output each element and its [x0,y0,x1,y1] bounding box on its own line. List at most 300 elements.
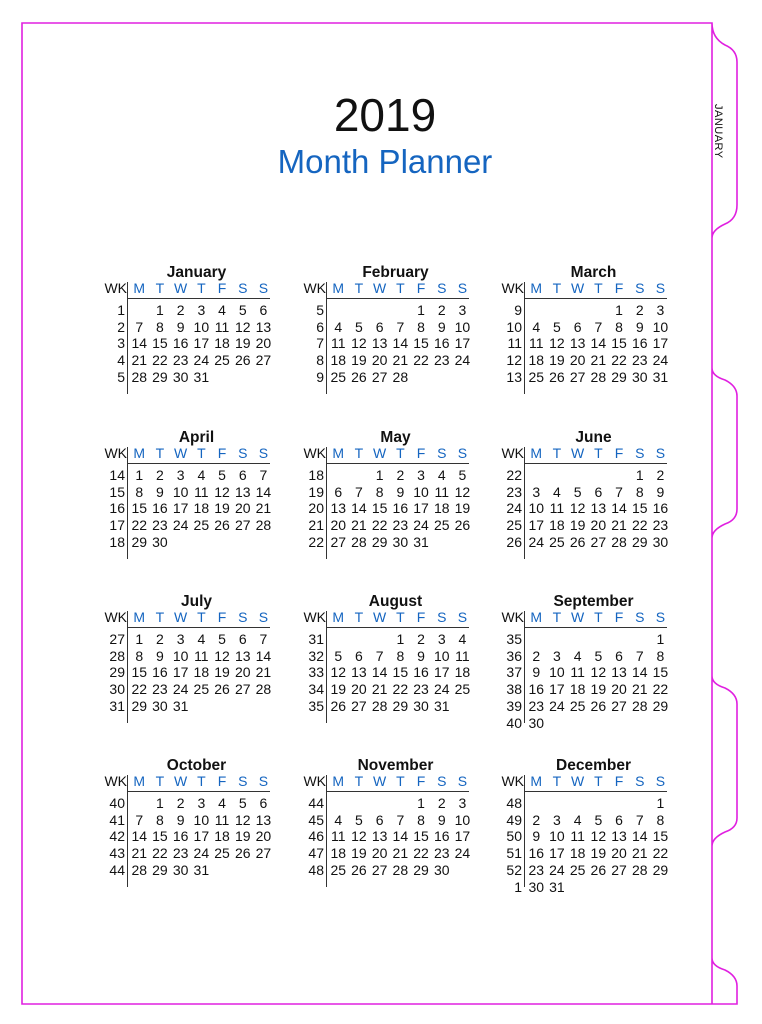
day-cell: 10 [413,483,429,500]
day-cell: 23 [413,681,429,698]
week-column-rule [524,282,525,394]
week-number: 1 [514,878,522,895]
day-cell: 2 [532,811,541,828]
day-cell: 20 [371,845,388,862]
day-cell: 7 [594,318,603,335]
day-cell: 4 [573,647,582,664]
week-number: 16 [109,500,125,517]
weekday-header: W [571,773,585,789]
week-number: 40 [506,714,522,731]
day-cell: 27 [234,517,251,534]
week-number: 28 [109,647,125,664]
day-cell: 30 [528,714,545,731]
weekday-header: F [416,609,426,625]
day-cell: 17 [193,335,210,352]
day-cell: 29 [131,533,148,550]
week-number: 8 [316,352,324,369]
week-header: WK [501,445,524,461]
weekday-header: T [396,445,405,461]
week-number: 47 [308,845,324,862]
day-cell: 19 [234,828,251,845]
day-cell: 13 [590,500,607,517]
day-cell: 21 [255,664,272,681]
day-cell: 14 [255,483,272,500]
day-cell: 21 [611,517,627,534]
day-cell: 22 [131,517,148,534]
day-cell: 23 [433,845,450,862]
day-cell: 6 [615,647,623,664]
day-cell: 25 [330,368,347,385]
weekday-header: S [258,609,269,625]
week-number: 29 [109,664,125,681]
day-cell: 29 [152,861,168,878]
day-cell: 7 [396,318,405,335]
day-cell: 8 [615,318,623,335]
day-cell: 3 [553,811,561,828]
day-cell: 10 [433,647,450,664]
weekday-header: W [571,445,585,461]
day-cell: 26 [214,681,230,698]
day-cell: 29 [652,697,669,714]
day-cell: 3 [458,302,467,318]
weekday-header: T [197,609,206,625]
month-8 [497,593,675,743]
day-cell: 20 [590,517,607,534]
day-cell: 4 [197,467,206,483]
day-cell: 13 [330,500,347,517]
day-cell: 5 [238,302,247,318]
day-cell: 25 [214,845,230,862]
weekday-header: T [594,609,603,625]
weekday-header: F [614,445,624,461]
day-cell: 29 [152,368,168,385]
day-cell: 8 [417,318,425,335]
day-cell: 25 [193,681,210,698]
day-cell: 22 [392,681,409,698]
day-cell: 16 [631,335,648,352]
day-cell: 27 [371,368,388,385]
day-cell: 28 [351,533,367,550]
week-number: 48 [506,795,522,811]
day-cell: 1 [396,631,405,647]
weekday-header: S [258,445,269,461]
week-header: WK [104,609,127,625]
day-cell: 26 [351,861,367,878]
day-cell: 16 [152,664,168,681]
day-cell: 15 [131,500,148,517]
day-cell: 9 [417,647,425,664]
day-cell: 16 [413,664,429,681]
header-rule [524,627,667,628]
day-cell: 3 [176,467,185,483]
day-cell: 9 [635,318,644,335]
day-cell: 23 [172,845,189,862]
day-cell: 5 [553,318,561,335]
day-cell: 23 [392,517,409,534]
month-name: December [556,757,631,774]
day-cell: 8 [135,647,144,664]
day-cell: 13 [371,335,388,352]
day-cell: 16 [433,828,450,845]
day-cell: 16 [528,681,545,698]
week-number: 9 [514,302,522,318]
day-cell: 5 [218,467,226,483]
day-cell: 9 [437,811,446,828]
day-cell: 20 [255,335,272,352]
day-cell: 10 [549,664,565,681]
week-column-rule [326,447,327,559]
day-cell: 14 [131,335,148,352]
month-2 [497,264,675,414]
day-cell: 2 [156,467,164,483]
week-number: 44 [308,795,324,811]
day-cell: 5 [355,318,363,335]
day-cell: 8 [135,483,144,500]
day-cell: 26 [330,697,347,714]
day-cell: 1 [156,302,164,318]
day-cell: 1 [635,467,644,483]
day-cell: 7 [635,811,644,828]
day-cell: 13 [234,483,251,500]
week-number: 48 [308,861,324,878]
header-rule [524,463,667,464]
weekday-header: S [238,445,248,461]
week-number: 17 [109,517,125,534]
day-cell: 24 [433,681,450,698]
day-cell: 5 [334,647,343,664]
day-cell: 12 [234,811,251,828]
week-number: 4 [117,352,125,369]
day-cell: 15 [392,664,409,681]
day-cell: 30 [433,861,450,878]
weekday-header: W [571,609,585,625]
day-cell: 27 [255,352,272,369]
day-cell: 20 [371,352,388,369]
weekday-header: T [552,445,562,461]
day-cell: 19 [351,845,367,862]
day-cell: 25 [569,697,586,714]
header-rule [326,627,469,628]
week-number: 42 [109,828,125,845]
day-cell: 24 [549,861,565,878]
week-number: 37 [506,664,522,681]
day-cell: 15 [152,828,168,845]
header-rule [127,298,270,299]
day-cell: 21 [255,500,272,517]
week-header: WK [501,773,524,789]
day-cell: 27 [255,845,272,862]
day-cell: 27 [234,681,251,698]
day-cell: 25 [454,681,471,698]
week-number: 6 [316,318,324,335]
week-number: 38 [506,681,522,698]
month-0 [100,264,278,414]
page-subtitle: Month Planner [277,143,493,180]
day-cell: 12 [330,664,347,681]
day-cell: 14 [371,664,388,681]
day-cell: 5 [573,483,582,500]
day-cell: 7 [135,318,144,335]
week-number: 1 [117,302,125,318]
day-cell: 17 [549,845,565,862]
weekday-header: W [174,609,188,625]
day-cell: 20 [234,500,251,517]
weekday-header: F [614,280,624,296]
day-cell: 4 [532,318,541,335]
week-number: 23 [506,483,522,500]
week-column-rule [326,611,327,723]
day-cell: 23 [528,697,545,714]
day-cell: 19 [234,335,251,352]
day-cell: 10 [172,483,189,500]
day-cell: 11 [194,647,209,664]
weekday-header: M [133,445,146,461]
week-number: 15 [109,483,125,500]
month-name: January [166,264,227,281]
header-rule [326,791,469,792]
day-cell: 22 [611,352,627,369]
day-cell: 29 [631,533,648,550]
weekday-header: T [155,773,165,789]
weekday-header: S [457,445,468,461]
day-cell: 14 [611,500,627,517]
month-11 [497,757,675,907]
day-cell: 28 [131,861,148,878]
day-cell: 7 [135,811,144,828]
day-cell: 20 [351,681,367,698]
week-number: 31 [109,697,125,714]
day-cell: 30 [528,878,545,895]
week-number: 20 [308,500,324,517]
day-cell: 25 [528,368,545,385]
week-number: 5 [316,302,324,318]
month-10 [299,757,477,907]
day-cell: 30 [652,533,669,550]
day-cell: 26 [590,861,607,878]
day-cell: 30 [172,861,189,878]
day-cell: 12 [569,500,586,517]
day-cell: 5 [238,795,247,811]
day-cell: 4 [218,795,226,811]
day-cell: 27 [590,533,607,550]
day-cell: 22 [413,845,429,862]
weekday-header: S [238,773,248,789]
day-cell: 18 [214,828,230,845]
day-cell: 29 [413,861,429,878]
weekday-header: F [614,773,624,789]
day-cell: 8 [635,483,644,500]
day-cell: 10 [454,318,471,335]
week-number: 43 [109,845,125,862]
week-number: 18 [308,467,324,483]
day-cell: 13 [611,828,627,845]
day-cell: 3 [458,795,467,811]
day-cell: 31 [549,878,565,895]
day-cell: 6 [375,811,384,828]
day-cell: 13 [351,664,367,681]
day-cell: 14 [255,647,272,664]
day-cell: 24 [528,533,545,550]
day-cell: 24 [193,845,210,862]
day-cell: 7 [615,483,623,500]
day-cell: 13 [611,664,627,681]
month-name: February [362,264,429,281]
weekday-header: T [197,773,206,789]
day-cell: 18 [549,517,565,534]
week-number: 30 [109,681,125,698]
day-cell: 28 [392,861,409,878]
day-cell: 18 [528,352,545,369]
weekday-header: W [571,280,585,296]
day-cell: 19 [214,664,230,681]
day-cell: 21 [631,845,648,862]
day-cell: 21 [631,681,648,698]
day-cell: 31 [652,368,669,385]
day-cell: 31 [193,861,210,878]
day-cell: 18 [330,845,347,862]
day-cell: 19 [590,681,607,698]
day-cell: 12 [590,828,607,845]
day-cell: 16 [172,828,189,845]
day-cell: 31 [433,697,450,714]
day-cell: 27 [569,368,586,385]
week-number: 45 [308,811,324,828]
weekday-header: T [552,773,562,789]
week-number: 27 [109,631,125,647]
month-7 [299,593,477,743]
day-cell: 11 [214,811,230,828]
week-column-rule [127,611,128,723]
day-cell: 27 [371,861,388,878]
day-cell: 17 [172,500,189,517]
day-cell: 10 [193,318,210,335]
day-cell: 29 [131,697,148,714]
day-cell: 26 [214,517,230,534]
weekday-header: S [437,773,447,789]
day-cell: 4 [197,631,206,647]
day-cell: 3 [656,302,665,318]
week-header: WK [303,609,326,625]
week-number: 14 [109,467,125,483]
weekday-header: T [155,280,165,296]
day-cell: 22 [652,845,669,862]
week-number: 24 [506,500,522,517]
tab-january[interactable]: JANUARY [712,104,724,159]
weekday-header: S [635,609,645,625]
weekday-header: S [457,773,468,789]
day-cell: 26 [549,368,565,385]
day-cell: 31 [172,697,189,714]
weekday-header: F [217,445,227,461]
day-cell: 14 [392,335,409,352]
day-cell: 11 [434,483,450,500]
day-cell: 1 [417,302,425,318]
day-cell: 6 [238,631,247,647]
week-number: 21 [308,517,324,534]
week-header: WK [303,773,326,789]
day-cell: 3 [553,647,561,664]
day-cell: 22 [131,681,148,698]
month-name: October [166,757,227,774]
day-cell: 22 [631,517,648,534]
day-cell: 5 [594,647,603,664]
day-cell: 21 [392,352,409,369]
day-cell: 8 [396,647,405,664]
day-cell: 20 [330,517,347,534]
weekday-header: F [217,280,227,296]
day-cell: 6 [615,811,623,828]
day-cell: 29 [611,368,627,385]
day-cell: 9 [437,318,446,335]
week-number: 50 [506,828,522,845]
day-cell: 27 [351,697,367,714]
day-cell: 21 [590,352,607,369]
day-cell: 21 [351,517,367,534]
week-number: 51 [506,845,522,862]
day-cell: 2 [156,631,164,647]
day-cell: 15 [152,335,168,352]
day-cell: 11 [455,647,470,664]
month-name: May [380,429,411,446]
week-number: 40 [109,795,125,811]
day-cell: 6 [594,483,603,500]
day-cell: 14 [590,335,607,352]
day-cell: 11 [528,335,544,352]
day-cell: 11 [194,483,209,500]
day-cell: 4 [218,302,226,318]
day-cell: 14 [392,828,409,845]
day-cell: 24 [454,352,471,369]
weekday-header: S [437,280,447,296]
day-cell: 5 [458,467,467,483]
day-cell: 18 [214,335,230,352]
day-cell: 1 [135,467,144,483]
day-cell: 12 [351,335,367,352]
month-name: August [368,593,423,610]
day-cell: 20 [255,828,272,845]
day-cell: 11 [214,318,230,335]
day-cell: 7 [396,811,405,828]
day-cell: 30 [413,697,429,714]
month-1 [299,264,477,414]
day-cell: 10 [528,500,545,517]
day-cell: 11 [549,500,565,517]
weekday-header: S [258,280,269,296]
weekday-header: S [655,445,666,461]
day-cell: 15 [371,500,388,517]
month-name: July [180,593,212,610]
day-cell: 6 [238,467,247,483]
weekday-header: T [396,609,405,625]
day-cell: 19 [590,845,607,862]
header-rule [127,791,270,792]
day-cell: 24 [454,845,471,862]
day-cell: 28 [611,533,627,550]
weekday-header: S [655,773,666,789]
day-cell: 20 [611,681,627,698]
week-column-rule [326,282,327,394]
weekday-header: F [416,280,426,296]
day-cell: 22 [371,517,388,534]
day-cell: 28 [392,368,409,385]
day-cell: 19 [454,500,471,517]
day-cell: 8 [375,483,384,500]
week-number: 19 [308,483,324,500]
weekday-header: T [354,445,364,461]
header-rule [524,298,667,299]
day-cell: 16 [152,500,168,517]
day-cell: 26 [454,517,471,534]
